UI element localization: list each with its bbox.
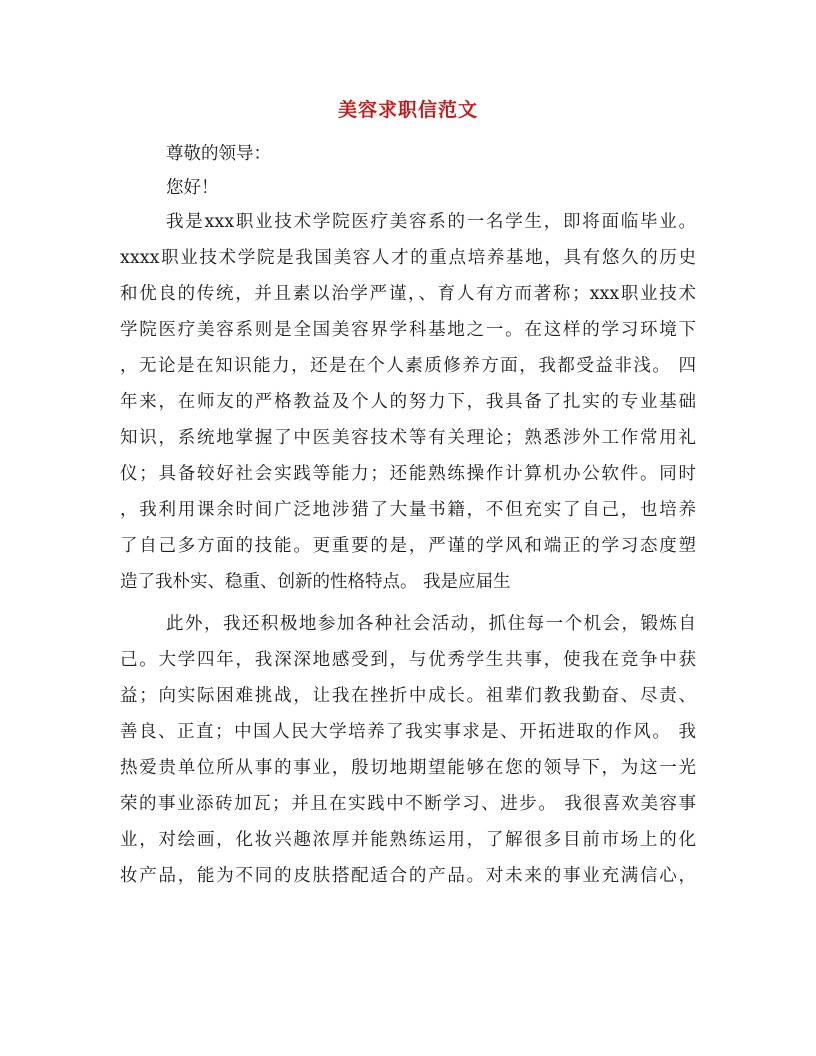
paragraph2-line: 业，对绘画，化妆兴趣浓厚并能熟练运用，了解很多目前市场上的化 — [120, 830, 696, 850]
paragraph1-line: 学院医疗美容系则是全国美容界学科基地之一。在这样的学习环境下 — [120, 320, 696, 340]
paragraph1-line: 我是xxx职业技术学院医疗美容系的一名学生，即将面临毕业。 — [166, 212, 696, 232]
paragraph2-line: 妆产品，能为不同的皮肤搭配适合的产品。对未来的事业充满信心， — [120, 866, 696, 886]
paragraph1-line: xxxx职业技术学院是我国美容人才的重点培养基地，具有悠久的历史 — [120, 248, 696, 268]
paragraph1-line: 和优良的传统，并且素以治学严谨，、育人有方而著称；xxx职业技术 — [120, 284, 696, 304]
paragraph1-line: ，我利用课余时间广泛地涉猎了大量书籍，不但充实了自己，也培养 — [120, 500, 696, 520]
salutation: 尊敬的领导： — [166, 144, 271, 164]
paragraph1-line: 了自己多方面的技能。更重要的是，严谨的学风和端正的学习态度塑 — [120, 536, 696, 556]
paragraph1-line: ，无论是在知识能力，还是在个人素质修养方面，我都受益非浅。 四 — [120, 356, 696, 376]
paragraph2-line: 荣的事业添砖加瓦；并且在实践中不断学习、进步。 我很喜欢美容事 — [120, 794, 696, 814]
paragraph2-line: 善良、正直；中国人民大学培养了我实事求是、开拓进取的作风。 我 — [120, 722, 696, 742]
paragraph2-line: 此外，我还积极地参加各种社会活动，抓住每一个机会，锻炼自 — [166, 614, 696, 634]
paragraph1-line: 造了我朴实、稳重、创新的性格特点。 我是应届生 — [120, 572, 511, 592]
paragraph2-line: 己。大学四年，我深深地感受到，与优秀学生共事，使我在竞争中获 — [120, 650, 696, 670]
document-title: 美容求职信范文 — [337, 99, 478, 121]
paragraph2-line: 热爱贵单位所从事的事业，殷切地期望能够在您的领导下，为这一光 — [120, 758, 696, 778]
paragraph1-line: 知识，系统地掌握了中医美容技术等有关理论；熟悉涉外工作常用礼 — [120, 428, 696, 448]
paragraph1-line: 仪；具备较好社会实践等能力；还能熟练操作计算机办公软件。同时 — [120, 464, 696, 484]
greeting: 您好！ — [166, 178, 219, 198]
paragraph1-line: 年来，在师友的严格教益及个人的努力下，我具备了扎实的专业基础 — [120, 392, 696, 412]
paragraph2-line: 益；向实际困难挑战，让我在挫折中成长。祖辈们教我勤奋、尽责、 — [120, 686, 696, 706]
